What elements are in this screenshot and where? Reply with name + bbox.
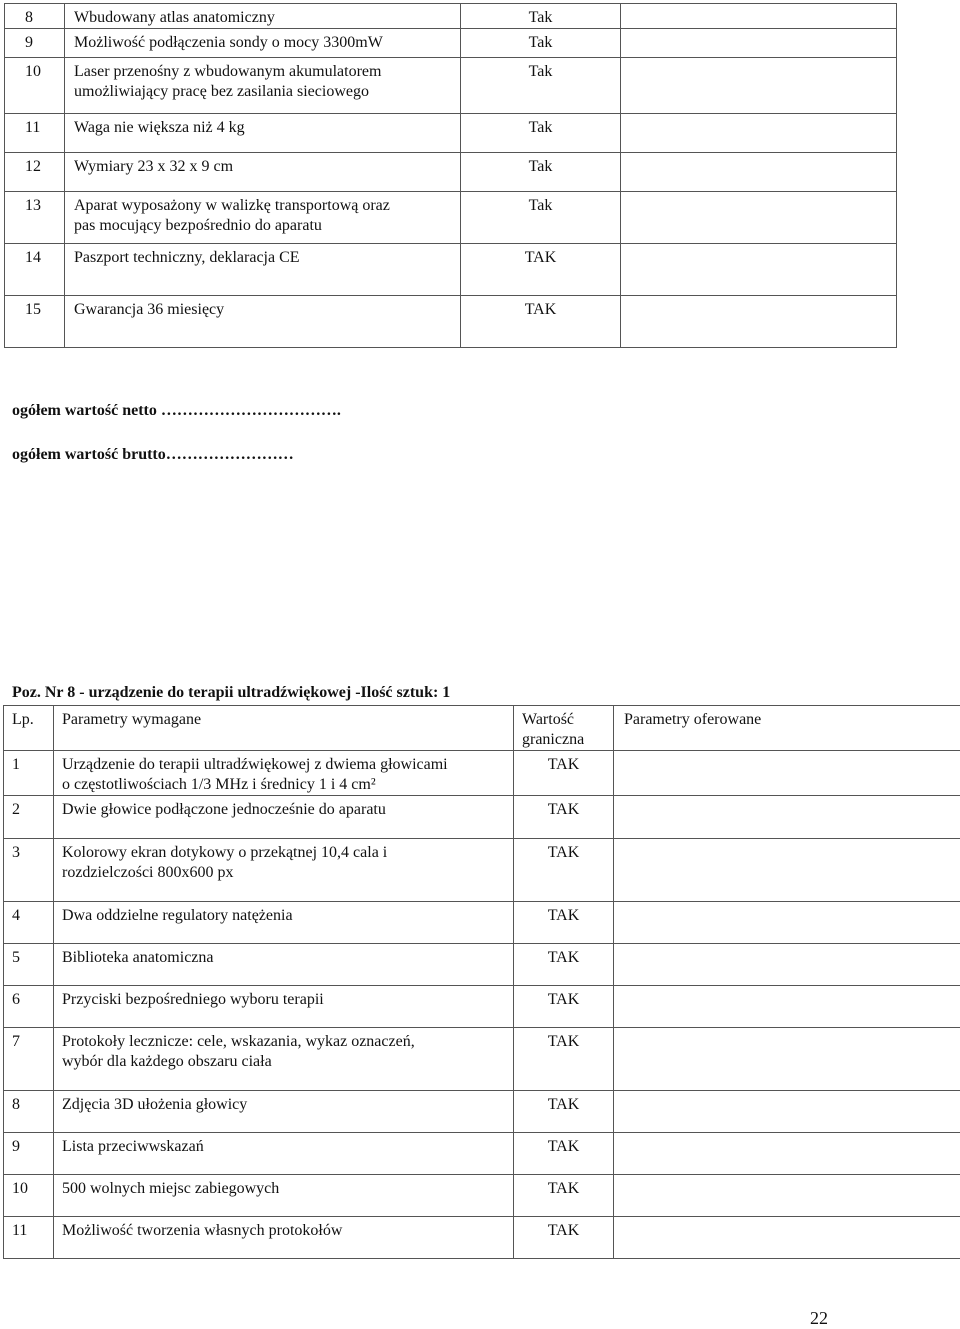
table-row [4,1028,960,1091]
row-offer-cell [614,986,960,1028]
row-value: TAK [514,796,614,839]
spec-table-ultrasound [3,705,960,1259]
row-number: 2 [4,796,54,839]
row-description: Aparat wyposażony w walizkę transportową oraz pas mocujący bezpośrednio do aparatu [65,192,461,244]
row-value: TAK [461,296,621,348]
header-value: Wartość graniczna [514,706,614,751]
row-offer-cell [614,796,960,839]
row-description: Możliwość podłączenia sondy o mocy 3300mW [65,29,461,58]
row-description: Przyciski bezpośredniego wyboru terapii [54,986,514,1028]
row-value: Tak [461,29,621,58]
row-offer-cell [614,1028,960,1091]
row-description: Dwa oddzielne regulatory natężenia [54,902,514,944]
row-number: 9 [4,1133,54,1175]
row-description: Paszport techniczny, deklaracja CE [65,244,461,296]
row-offer-cell [621,244,897,296]
row-value: TAK [514,902,614,944]
row-description: Wbudowany atlas anatomiczny [65,4,461,29]
row-number: 14 [5,244,65,296]
row-offer-cell [621,192,897,244]
page-number: 22 [810,1308,828,1329]
row-offer-cell [614,1133,960,1175]
row-number: 1 [4,751,54,796]
row-description: Wymiary 23 x 32 x 9 cm [65,153,461,192]
row-description: Lista przeciwwskazań [54,1133,514,1175]
row-description: Kolorowy ekran dotykowy o przekątnej 10,4 cala i rozdzielczości 800x600 px [54,839,514,902]
row-description: Zdjęcia 3D ułożenia głowicy [54,1091,514,1133]
table-row [5,192,897,244]
row-value: TAK [461,244,621,296]
header-offer: Parametry oferowane [614,706,960,751]
table-row [4,902,960,944]
row-number: 9 [5,29,65,58]
row-description: Laser przenośny z wbudowanym akumulatorem umożliwiający pracę bez zasilania sieciowego [65,58,461,114]
spec-table-laser [4,3,897,348]
row-number: 15 [5,296,65,348]
row-offer-cell [621,114,897,153]
row-offer-cell [614,839,960,902]
header-lp: Lp. [4,706,54,751]
row-description: 500 wolnych miejsc zabiegowych [54,1175,514,1217]
row-number: 8 [4,1091,54,1133]
row-number: 10 [5,58,65,114]
row-offer-cell [614,1217,960,1259]
table-row [5,58,897,114]
header-desc: Parametry wymagane [54,706,514,751]
row-number: 10 [4,1175,54,1217]
row-value: Tak [461,153,621,192]
row-value: TAK [514,1217,614,1259]
row-number: 5 [4,944,54,986]
row-number: 8 [5,4,65,29]
row-value: TAK [514,944,614,986]
table-row [5,244,897,296]
row-value: Tak [461,58,621,114]
table-row [4,1175,960,1217]
row-offer-cell [614,1091,960,1133]
row-description: Dwie głowice podłączone jednocześnie do aparatu [54,796,514,839]
row-offer-cell [621,153,897,192]
row-number: 11 [5,114,65,153]
row-value: TAK [514,751,614,796]
table-row [5,4,897,29]
table-row [4,839,960,902]
row-offer-cell [614,902,960,944]
total-netto: ogółem wartość netto ……………………………. [12,402,341,420]
table-row [4,751,960,796]
table-row [5,29,897,58]
row-number: 11 [4,1217,54,1259]
table-row [5,153,897,192]
row-offer-cell [614,1175,960,1217]
table-row [5,114,897,153]
row-number: 13 [5,192,65,244]
table-row [4,796,960,839]
row-description: Gwarancja 36 miesięcy [65,296,461,348]
row-offer-cell [621,58,897,114]
table-row [4,1217,960,1259]
row-offer-cell [621,29,897,58]
row-value: TAK [514,1133,614,1175]
row-description: Waga nie większa niż 4 kg [65,114,461,153]
total-brutto: ogółem wartość brutto…………………… [12,446,294,464]
row-value: Tak [461,4,621,29]
table-row [5,296,897,348]
row-value: TAK [514,986,614,1028]
row-number: 6 [4,986,54,1028]
row-number: 3 [4,839,54,902]
row-number: 7 [4,1028,54,1091]
row-value: TAK [514,839,614,902]
row-value: TAK [514,1028,614,1091]
table-header-row [4,706,960,751]
table-row [4,1091,960,1133]
row-offer-cell [614,751,960,796]
table-row [4,1133,960,1175]
table-row [4,944,960,986]
row-value: Tak [461,114,621,153]
row-value: TAK [514,1091,614,1133]
section-title: Poz. Nr 8 - urządzenie do terapii ultradźwiękowej -Ilość sztuk: 1 [12,684,450,702]
row-description: Protokoły lecznicze: cele, wskazania, wykaz oznaczeń, wybór dla każdego obszaru ciała [54,1028,514,1091]
table-row [4,986,960,1028]
row-description: Urządzenie do terapii ultradźwiękowej z dwiema głowicami o częstotliwościach 1/3 MHz i średnicy 1 i 4 cm² [54,751,514,796]
row-description: Możliwość tworzenia własnych protokołów [54,1217,514,1259]
row-number: 4 [4,902,54,944]
row-offer-cell [621,296,897,348]
row-offer-cell [614,944,960,986]
row-value: Tak [461,192,621,244]
row-offer-cell [621,4,897,29]
row-description: Biblioteka anatomiczna [54,944,514,986]
row-value: TAK [514,1175,614,1217]
row-number: 12 [5,153,65,192]
